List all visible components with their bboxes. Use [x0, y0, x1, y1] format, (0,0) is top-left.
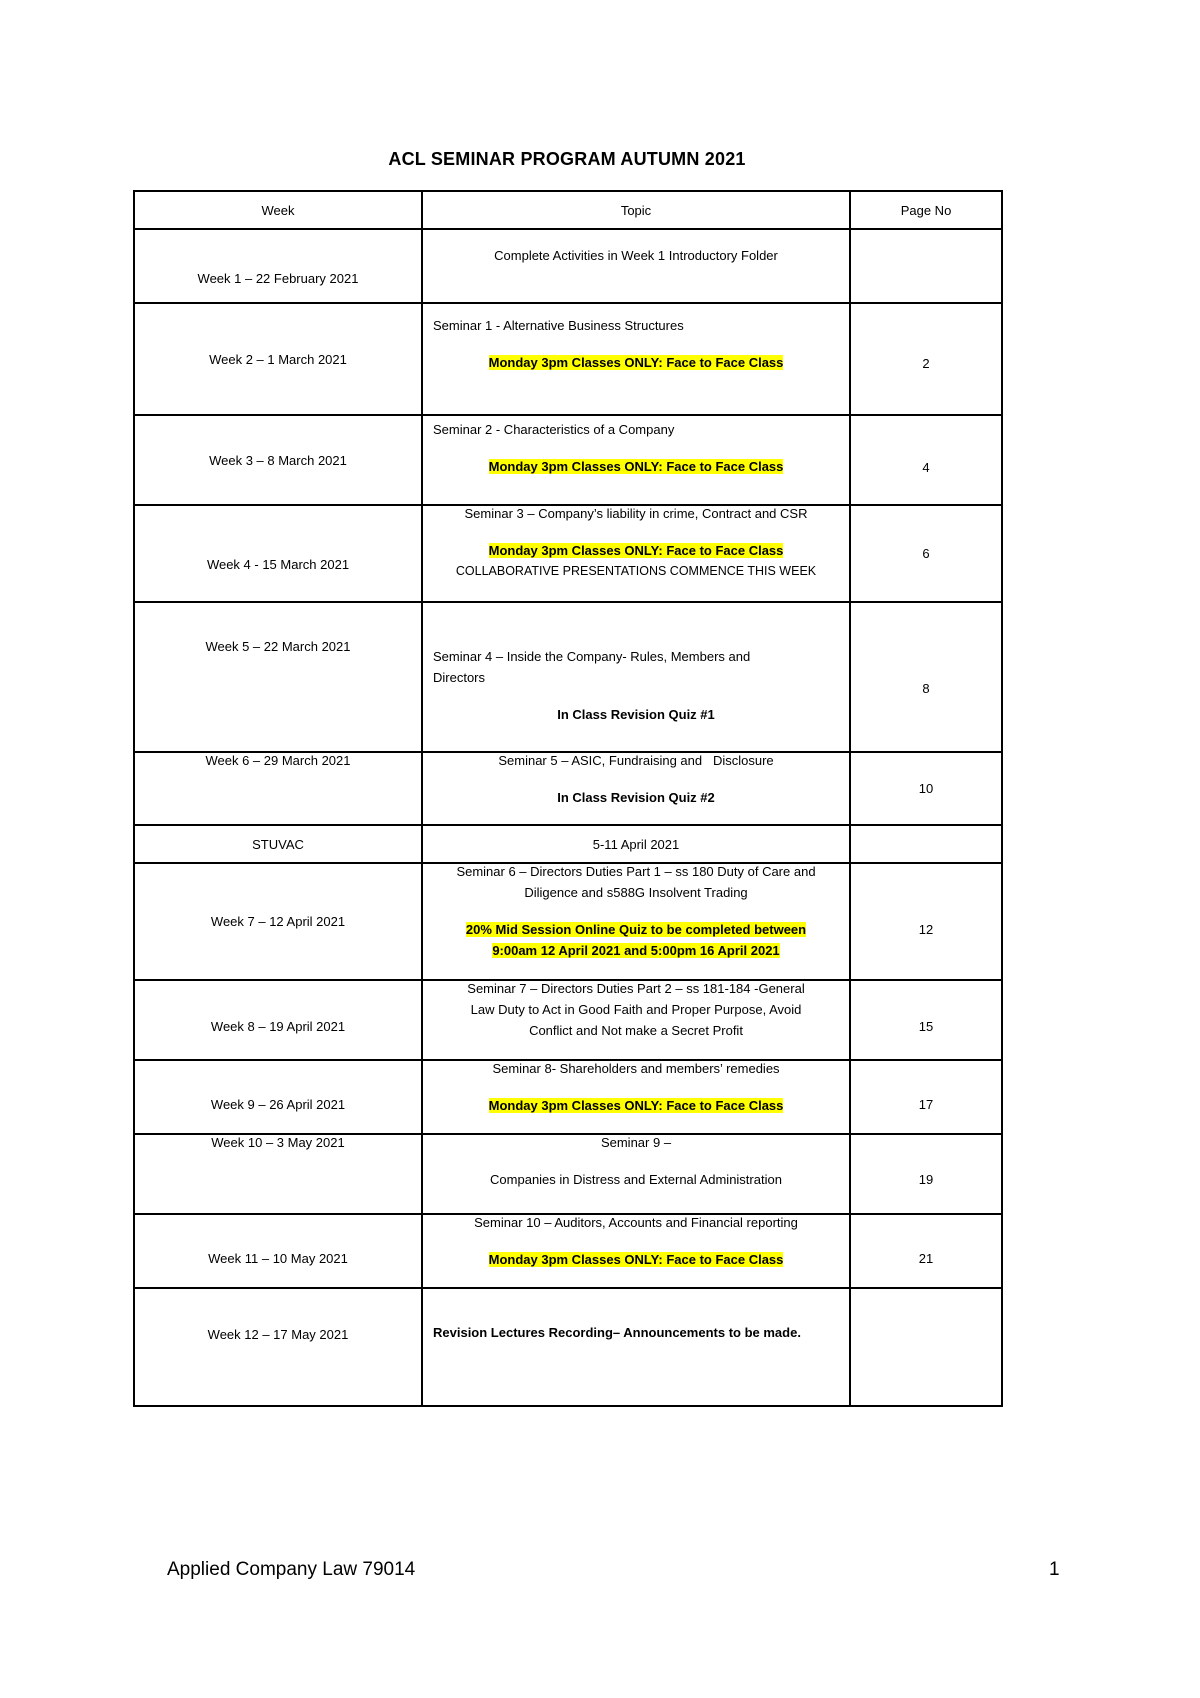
week-cell: STUVAC [134, 825, 422, 863]
week-cell: Week 5 – 22 March 2021 [134, 602, 422, 752]
highlight-notice: Monday 3pm Classes ONLY: Face to Face Class [488, 355, 784, 370]
page-cell: 8 [850, 602, 1002, 752]
week-cell: Week 3 – 8 March 2021 [134, 415, 422, 505]
week-cell: Week 12 – 17 May 2021 [134, 1288, 422, 1406]
week-cell: Week 10 – 3 May 2021 [134, 1134, 422, 1214]
topic-cell [422, 602, 850, 752]
week-cell: Week 4 - 15 March 2021 [134, 505, 422, 602]
table-row [134, 825, 1002, 863]
topic-text: Companies in Distress and External Administration [490, 1172, 782, 1187]
topic-text: Seminar 9 – [600, 1135, 672, 1150]
page-cell: 2 [850, 303, 1002, 415]
table-row [134, 505, 1002, 602]
topic-cell [422, 415, 850, 505]
week-cell: Week 6 – 29 March 2021 [134, 752, 422, 825]
topic-text: Complete Activities in Week 1 Introductory Folder [494, 248, 778, 263]
table-row [134, 415, 1002, 505]
column-header-topic: Topic [422, 191, 850, 229]
week-cell: Week 2 – 1 March 2021 [134, 303, 422, 415]
page-cell [850, 1288, 1002, 1406]
topic-note: COLLABORATIVE PRESENTATIONS COMMENCE THIS WEEK [455, 564, 817, 578]
page-cell: 12 [850, 863, 1002, 980]
topic-text: Seminar 1 - Alternative Business Structures [433, 318, 684, 333]
topic-text: Law Duty to Act in Good Faith and Proper Purpose, Avoid [470, 1002, 802, 1017]
page-cell [850, 825, 1002, 863]
highlight-notice: Monday 3pm Classes ONLY: Face to Face Class [488, 459, 784, 474]
footer-course-name: Applied Company Law 79014 [167, 1559, 416, 1580]
topic-note: In Class Revision Quiz #1 [557, 707, 715, 722]
week-cell: Week 7 – 12 April 2021 [134, 863, 422, 980]
topic-text: Seminar 3 – Company’s liability in crime, Contract and CSR [464, 506, 808, 521]
footer-page-number: 1 [1049, 1559, 1060, 1580]
page-title: ACL SEMINAR PROGRAM AUTUMN 2021 [388, 149, 746, 169]
topic-cell [422, 980, 850, 1060]
week-cell: Week 8 – 19 April 2021 [134, 980, 422, 1060]
topic-text: Seminar 7 – Directors Duties Part 2 – ss 181-184 -General [467, 981, 805, 996]
table-row [134, 1060, 1002, 1134]
highlight-notice: Monday 3pm Classes ONLY: Face to Face Class [488, 1098, 784, 1113]
table-row [134, 752, 1002, 825]
column-header-week: Week [134, 191, 422, 229]
table-row [134, 602, 1002, 752]
topic-text: Diligence and s588G Insolvent Trading [524, 885, 748, 900]
topic-cell [422, 1060, 850, 1134]
page-cell: 19 [850, 1134, 1002, 1214]
topic-cell [422, 863, 850, 980]
table-row [134, 980, 1002, 1060]
highlight-notice: 20% Mid Session Online Quiz to be completed between [465, 922, 807, 937]
topic-text: Seminar 10 – Auditors, Accounts and Financial reporting [474, 1215, 798, 1230]
topic-text: Revision Lectures Recording– Announcements to be made. [433, 1325, 801, 1340]
table-row [134, 229, 1002, 303]
table-row [134, 1134, 1002, 1214]
table-row [134, 1288, 1002, 1406]
seminar-program-table [133, 190, 1003, 1407]
week-cell: Week 1 – 22 February 2021 [134, 229, 422, 303]
table-row [134, 303, 1002, 415]
topic-cell [422, 1214, 850, 1288]
topic-text: Seminar 6 – Directors Duties Part 1 – ss 180 Duty of Care and [456, 864, 816, 879]
page-cell: 17 [850, 1060, 1002, 1134]
topic-cell [422, 505, 850, 602]
topic-text: Seminar 4 – Inside the Company- Rules, Members and [433, 649, 751, 664]
topic-cell: 5-11 April 2021 [422, 825, 850, 863]
page-cell: 6 [850, 505, 1002, 602]
page-cell: 15 [850, 980, 1002, 1060]
topic-text: Directors [433, 670, 486, 685]
week-cell: Week 9 – 26 April 2021 [134, 1060, 422, 1134]
topic-cell [422, 1288, 850, 1406]
topic-note: In Class Revision Quiz #2 [557, 790, 715, 805]
table-row [134, 1214, 1002, 1288]
table-header-row [134, 191, 1002, 229]
topic-text: Seminar 5 – ASIC, Fundraising and Disclosure [498, 753, 774, 768]
column-header-page: Page No [850, 191, 1002, 229]
topic-text: Seminar 2 - Characteristics of a Company [433, 422, 675, 437]
table-row [134, 863, 1002, 980]
topic-text: Seminar 8- Shareholders and members’ remedies [492, 1061, 780, 1076]
topic-text: Conflict and Not make a Secret Profit [529, 1023, 743, 1038]
highlight-notice: Monday 3pm Classes ONLY: Face to Face Class [488, 1252, 784, 1267]
week-cell: Week 11 – 10 May 2021 [134, 1214, 422, 1288]
page-cell: 21 [850, 1214, 1002, 1288]
topic-cell [422, 229, 850, 303]
highlight-notice: 9:00am 12 April 2021 and 5:00pm 16 April 2021 [492, 943, 780, 958]
topic-cell [422, 1134, 850, 1214]
page-cell: 10 [850, 752, 1002, 825]
topic-cell [422, 303, 850, 415]
highlight-notice: Monday 3pm Classes ONLY: Face to Face Class [488, 543, 784, 558]
page-cell [850, 229, 1002, 303]
topic-cell [422, 752, 850, 825]
page-cell: 4 [850, 415, 1002, 505]
